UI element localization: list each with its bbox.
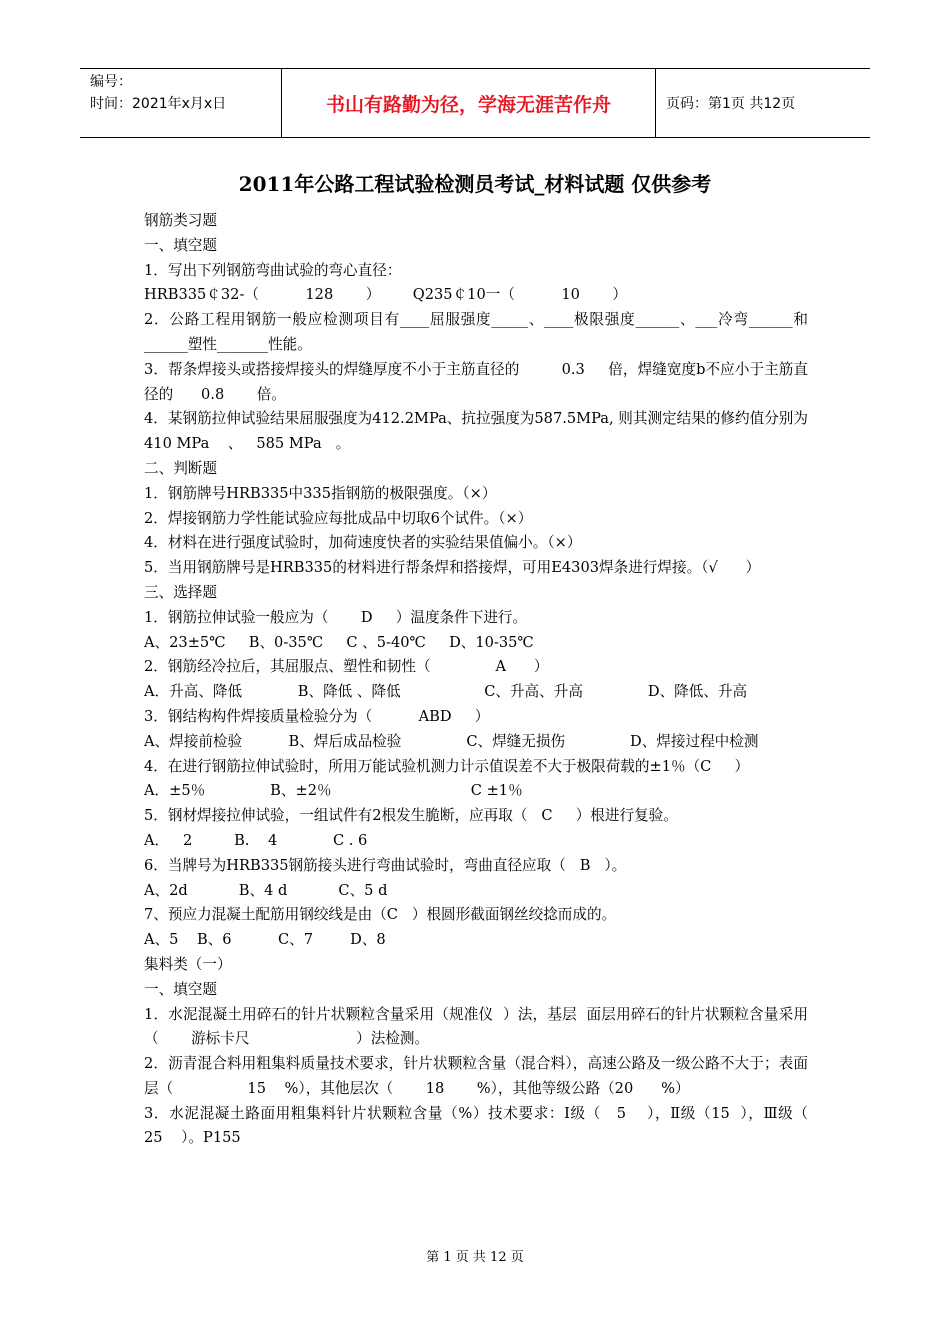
options-line: A． 2 B. 4 C . 6: [144, 831, 368, 849]
question-line: 7、预应力混凝土配筋用钢绞线是由（C ）根圆形截面钢丝绞捻而成的。: [144, 906, 617, 924]
options-line: A．±5％ B、±2％ C ±1％: [144, 782, 523, 800]
subsection-heading: 三、选择题: [144, 583, 217, 601]
subsection-heading: 一、填空题: [144, 236, 217, 254]
question-line: 3．帮条焊接头或搭接焊接头的焊缝厚度不小于主筋直径的 0.3 倍，焊缝宽度b不应小于主筋直径的 0.8 倍。: [144, 360, 808, 403]
options-line: A、焊接前检验 B、焊后成品检验 C、焊缝无损伤 D、焊接过程中检测: [144, 732, 759, 750]
subsection-heading: 一、填空题: [144, 980, 217, 998]
question-line: 1．写出下列钢筋弯曲试验的弯心直径：: [144, 261, 402, 279]
question-line: 2．公路工程用钢筋一般应检测项目有____屈服强度_____、____极限强度______、___冷弯______和______塑性_______性能。: [144, 311, 808, 353]
number-label: 编号：: [90, 74, 132, 90]
question-line: 2．焊接钢筋力学性能试验应每批成品中切取6个试件。（×）: [144, 509, 533, 527]
subsection-heading: 二、判断题: [144, 459, 217, 477]
answer-line: HRB335￠32-（ 128 ） Q235￠10一（ 10 ）: [144, 286, 627, 304]
document-title: 2011年公路工程试验检测员考试_材料试题 仅供参考: [238, 172, 712, 196]
options-line: A、5 B、6 C、7 D、8: [144, 931, 386, 949]
question-line: 3．水泥混凝土路面用粗集料针片状颗粒含量（%）技术要求：Ⅰ级（ 5 ），Ⅱ级（15 ），Ⅲ级（ 25 ）。P155: [144, 1104, 841, 1147]
question-line: 2．钢筋经冷拉后，其屈服点、塑性和韧性（ A ）: [144, 658, 549, 676]
question-line: 1．钢筋拉伸试验一般应为（ D ）温度条件下进行。: [144, 608, 528, 626]
header-meta: [80, 69, 282, 137]
question-line: 1．水泥混凝土用碎石的针片状颗粒含量采用（规准仪 ）法，基层 面层用碎石的针片状颗粒含量采用（ 游标卡尺 ）法检测。: [144, 1005, 808, 1048]
section-heading: 钢筋类习题: [144, 212, 217, 229]
question-line: 3．钢结构构件焊接质量检验分为（ ABD ）: [144, 707, 490, 725]
header-page-info: 页码：第1页 共12页: [666, 96, 796, 112]
page-footer: 第 1 页 共 12 页: [426, 1250, 524, 1265]
question-line: 1．钢筋牌号HRB335中335指钢筋的极限强度。（×）: [144, 484, 497, 502]
options-line: A、2d B、4 d C、5 d: [144, 881, 388, 899]
document-body: [144, 209, 841, 1151]
question-line: 4．在进行钢筋拉伸试验时，所用万能试验机测力计示值误差不大于极限荷载的±1％（C ）: [144, 757, 750, 775]
page-header: [80, 68, 870, 138]
options-line: A．升高、降低 B、降低 、降低 C、升高、升高 D、降低、升高: [144, 683, 748, 701]
section-heading: 集料类（一）: [144, 955, 232, 973]
question-line: 5．当用钢筋牌号是HRB335的材料进行帮条焊和搭接焊，可用E4303焊条进行焊接。（√ ）: [144, 559, 761, 577]
question-line: 5．钢材焊接拉伸试验，一组试件有2根发生脆断，应再取（ C ）根进行复验。: [144, 807, 678, 825]
question-line: 4．某钢筋拉伸试验结果屈服强度为412.2MPa、抗拉强度为587.5MPa, 则其测定结果的修约值分别为 410 MPa 、 585 MPa 。: [144, 410, 836, 453]
question-line: 6．当牌号为HRB335钢筋接头进行弯曲试验时，弯曲直径应取（ B ）。: [144, 856, 627, 874]
question-line: 4．材料在进行强度试验时，加荷速度快者的实验结果值偏小。（×）: [144, 534, 582, 552]
options-line: A、23±5℃ B、0-35℃ C 、5-40℃ D、10-35℃: [144, 633, 534, 651]
time-label: 时间：2021年x月x日: [90, 96, 227, 112]
question-line: 2．沥青混合料用粗集料质量技术要求，针片状颗粒含量（混合料），高速公路及一级公路不大于；表面层（ 15 %），其他层次（ 18 %），其他等级公路（20 %）: [144, 1055, 808, 1097]
header-motto: 书山有路勤为径，学海无涯苦作舟: [282, 69, 656, 137]
